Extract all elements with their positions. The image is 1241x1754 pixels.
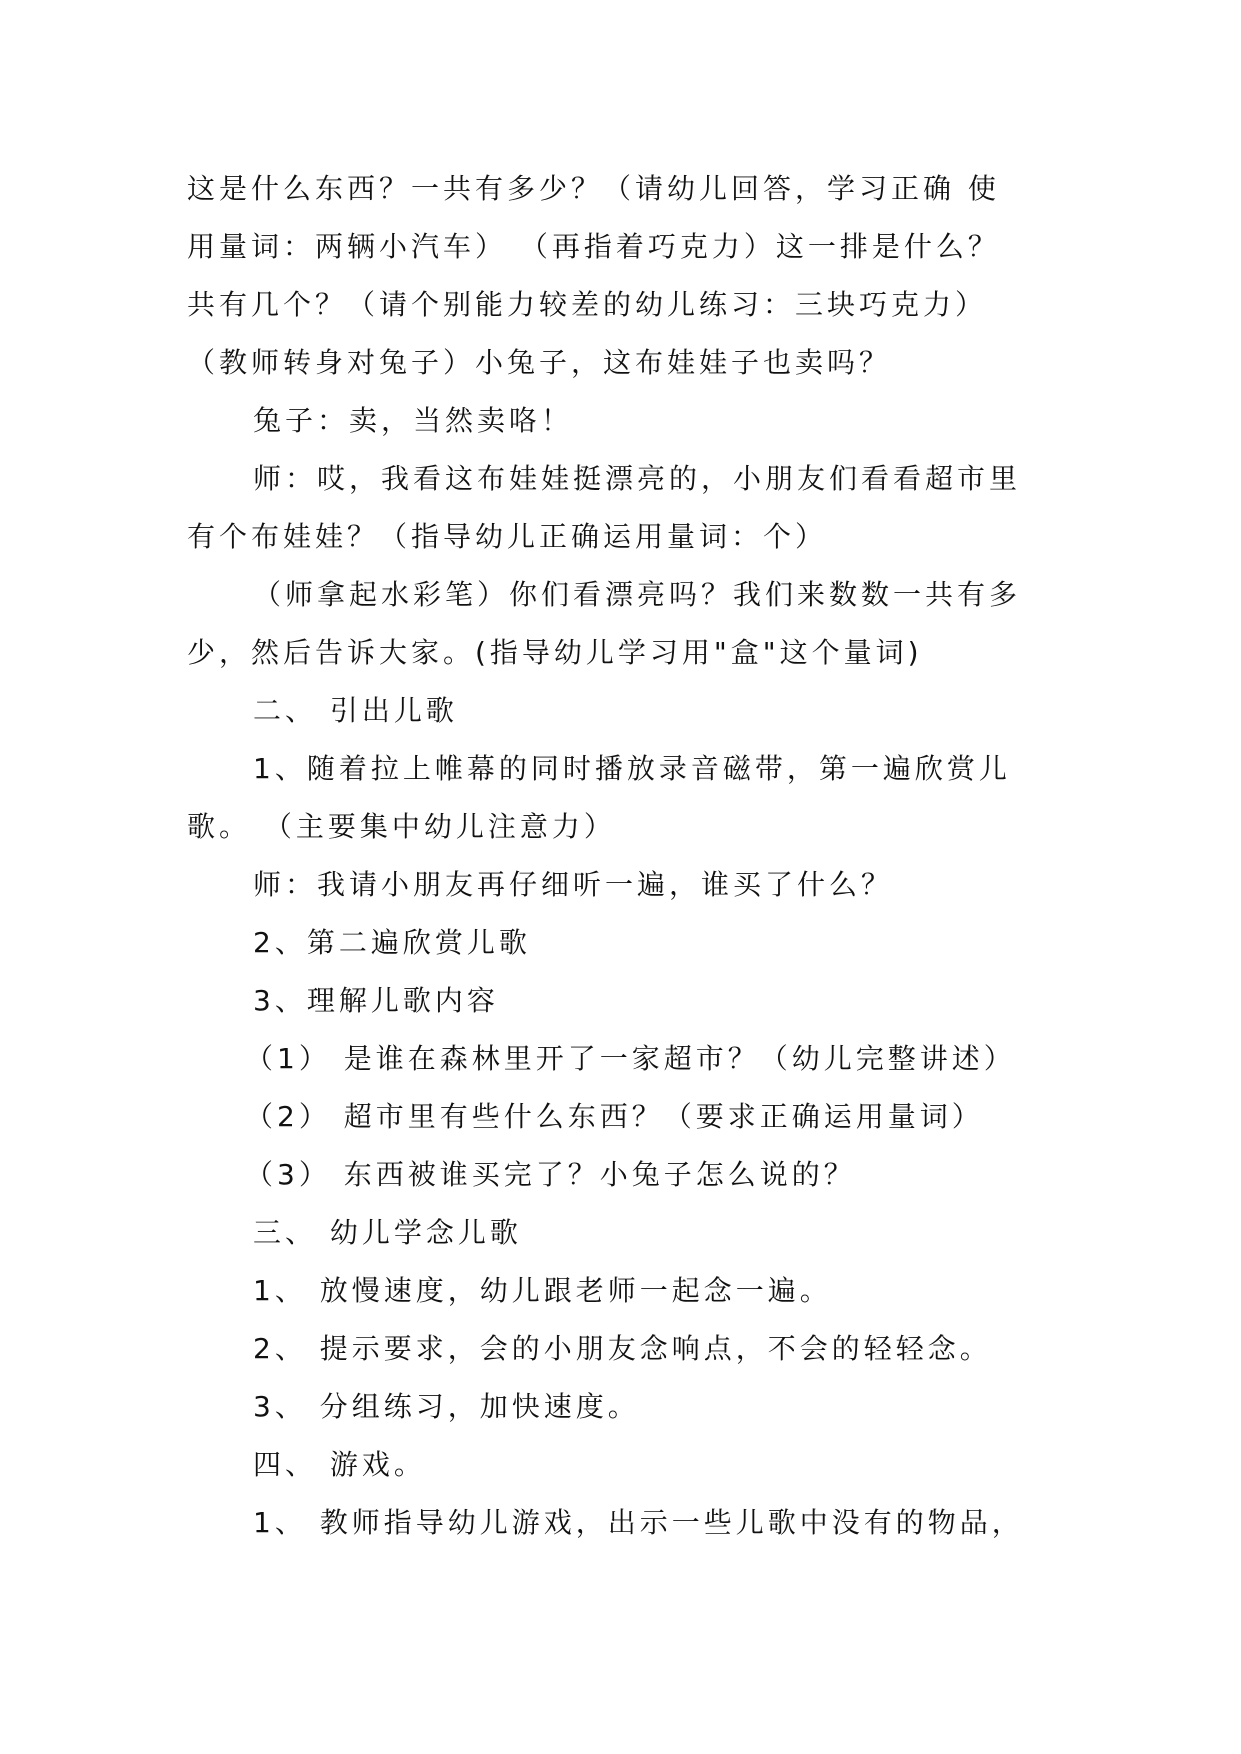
paragraph-line: 用量词：两辆小汽车） （再指着巧克力）这一排是什么？ (187, 230, 1000, 263)
list-item: 1、 教师指导幼儿游戏，出示一些儿歌中没有的物品， (253, 1506, 1024, 1539)
paragraph-line: 兔子：卖，当然卖咯！ (253, 404, 574, 437)
paragraph-line: 有个布娃娃？（指导幼儿正确运用量词：个） (187, 520, 828, 553)
paragraph-line: （教师转身对兔子）小兔子，这布娃娃子也卖吗？ (187, 346, 892, 379)
paragraph-line: 少，然后告诉大家。(指导幼儿学习用"盒"这个量词) (187, 636, 923, 669)
section-heading: 三、 幼儿学念儿歌 (253, 1216, 522, 1249)
list-item: 1、随着拉上帷幕的同时播放录音磁带，第一遍欣赏儿 (253, 752, 1011, 785)
list-item: 2、第二遍欣赏儿歌 (253, 926, 531, 959)
section-heading: 二、 引出儿歌 (253, 694, 458, 727)
list-item: 3、理解儿歌内容 (253, 984, 499, 1017)
paragraph-line: 师：我请小朋友再仔细听一遍，谁买了什么？ (253, 868, 894, 901)
paragraph-line: 共有几个？（请个别能力较差的幼儿练习：三块巧克力） (187, 288, 988, 321)
paragraph-line: 歌。 （主要集中幼儿注意力） (187, 810, 616, 843)
paragraph-line: （师拿起水彩笔）你们看漂亮吗？我们来数数一共有多 (253, 578, 1022, 611)
list-item: 2、 提示要求，会的小朋友念响点，不会的轻轻念。 (253, 1332, 992, 1365)
section-heading: 四、 游戏。 (253, 1448, 426, 1481)
sub-list-item: （3） 东西被谁买完了？小兔子怎么说的？ (245, 1158, 856, 1191)
paragraph-line: 师：哎，我看这布娃娃挺漂亮的，小朋友们看看超市里 (253, 462, 1022, 495)
document-body (187, 160, 1057, 1552)
sub-list-item: （1） 是谁在森林里开了一家超市？（幼儿完整讲述） (245, 1042, 1016, 1075)
sub-list-item: （2） 超市里有些什么东西？（要求正确运用量词） (245, 1100, 984, 1133)
list-item: 1、 放慢速度，幼儿跟老师一起念一遍。 (253, 1274, 832, 1307)
paragraph-line: 这是什么东西？一共有多少？（请幼儿回答，学习正确 使 (187, 172, 1000, 205)
list-item: 3、 分组练习，加快速度。 (253, 1390, 640, 1423)
